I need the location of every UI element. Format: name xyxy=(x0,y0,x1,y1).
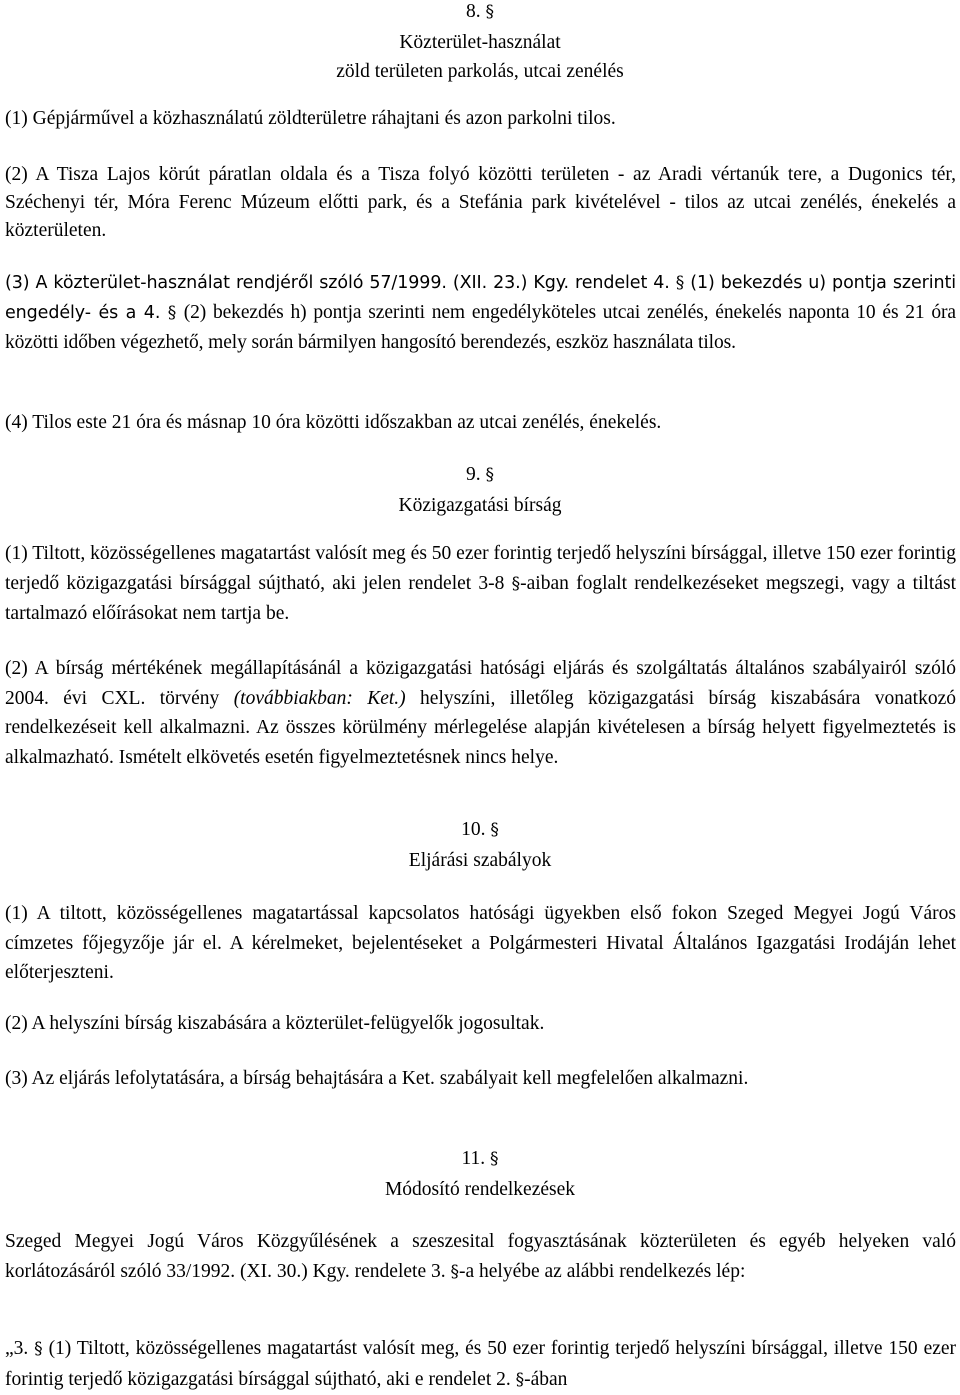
section-10-paragraph-3: (3) Az eljárás lefolytatására, a bírság behajtására a Ket. szabályait kell megfelelően alkalmazni. xyxy=(5,1068,749,1089)
section-10-paragraph-2: (2) A helyszíni bírság kiszabására a közterület-felügyelők jogosultak. xyxy=(5,1013,545,1034)
section-8-paragraph-2: (2) A Tisza Lajos körút páratlan oldala és a Tisza folyó közötti területen - az Aradi vértanúk tere, a Dugonics tér, Széchenyi tér, Móra Ferenc Múzeum előtti park, és a Stefánia park kivételével - tilos az utcai zenélés, énekelés a közterületen. xyxy=(5,164,956,241)
section-8-heading xyxy=(0,0,960,87)
section-11-paragraph-2: „3. § (1) Tiltott, közösségellenes magatartást valósít meg, és 50 ezer forintig terjedő helyszíni bírsággal, illetve 150 ezer forintig terjedő közigazgatási bírsággal sújtható, aki e rendelet 2. §-ában xyxy=(5,1338,957,1390)
section-11-heading xyxy=(0,1144,960,1204)
section-10-paragraph-1: (1) A tiltott, közösségellenes magatartással kapcsolatos hatósági ügyekben első fokon Szeged Megyei Jogú Város címzetes főjegyzője jár el. A kérelmeket, bejelentéseket a Polgármesteri Hivatal Általános Igazgatási Irodáján lehet előterjeszteni. xyxy=(5,903,956,983)
section-11-title: Módosító rendelkezések xyxy=(384,1178,576,1200)
section-9-paragraph-1: (1) Tiltott, közösségellenes magatartást valósít meg és 50 ezer forintig terjedő helyszíni bírsággal, illetve 150 ezer forintig terjedő közigazgatási bírsággal sújtható, aki jelen rendelet 3-8 §-aiban foglalt rendelkezéseket megszegi, vagy a tiltást tartalmazó előírásokat nem tartja be. xyxy=(5,543,956,624)
section-8-paragraph-3: (3) A közterület-használat rendjéről szóló 57/1999. (XII. 23.) Kgy. rendelet 4. § (1) bekezdés u) pontja szerinti engedély- és a 4. § (2) bekezdés h) pontja szerinti nem engedélyköteles utcai zenélés, énekelés naponta 10 és 21 óra közötti időben végezhető, mely során bármilyen hangosító berendezés, eszköz használata tilos. xyxy=(5,273,956,353)
ket-abbreviation: (továbbiakban: Ket.) xyxy=(233,687,406,709)
section-9-number: 9. § xyxy=(466,464,494,485)
section-9-title: Közigazgatási bírság xyxy=(398,494,562,516)
section-11-paragraph-1: Szeged Megyei Jogú Város Közgyűlésének a szeszesital fogyasztásának közterületen és egyéb helyeken való korlátozásáról szóló 33/1992. (XI. 30.) Kgy. rendelete 3. §-a helyébe az alábbi rendelkezés lép: xyxy=(5,1231,956,1282)
section-8-title: Közterület-használat xyxy=(399,31,561,53)
section-8-number: 8. § xyxy=(466,1,494,22)
section-10-heading xyxy=(0,815,960,875)
section-11-number: 11. § xyxy=(461,1148,499,1169)
section-8-paragraph-4: (4) Tilos este 21 óra és másnap 10 óra közötti időszakban az utcai zenélés, énekelés. xyxy=(5,412,662,433)
section-9-paragraph-2: (2) A bírság mértékének megállapításánál a közigazgatási hatósági eljárás és szolgáltatás általános szabályairól szóló 2004. évi CXL. törvény (továbbiakban: Ket.) helyszíni, illetőleg közigazgatási bírság kiszabására vonatkozó rendelkezéseit kell alkalmazni. Az összes körülmény mérlegelése alapján kivételesen a bírság helyett figyelmeztetés is alkalmazható. Ismételt elkövetés esetén figyelmeztetésnek nincs helye. xyxy=(5,658,957,768)
section-10-title: Eljárási szabályok xyxy=(408,849,552,871)
section-8-paragraph-1: (1) Gépjárművel a közhasználatú zöldterületre ráhajtani és azon parkolni tilos. xyxy=(5,108,616,129)
section-10-number: 10. § xyxy=(461,819,499,840)
section-8-subtitle: zöld területen parkolás, utcai zenélés xyxy=(336,61,624,82)
section-9-heading xyxy=(0,460,960,520)
